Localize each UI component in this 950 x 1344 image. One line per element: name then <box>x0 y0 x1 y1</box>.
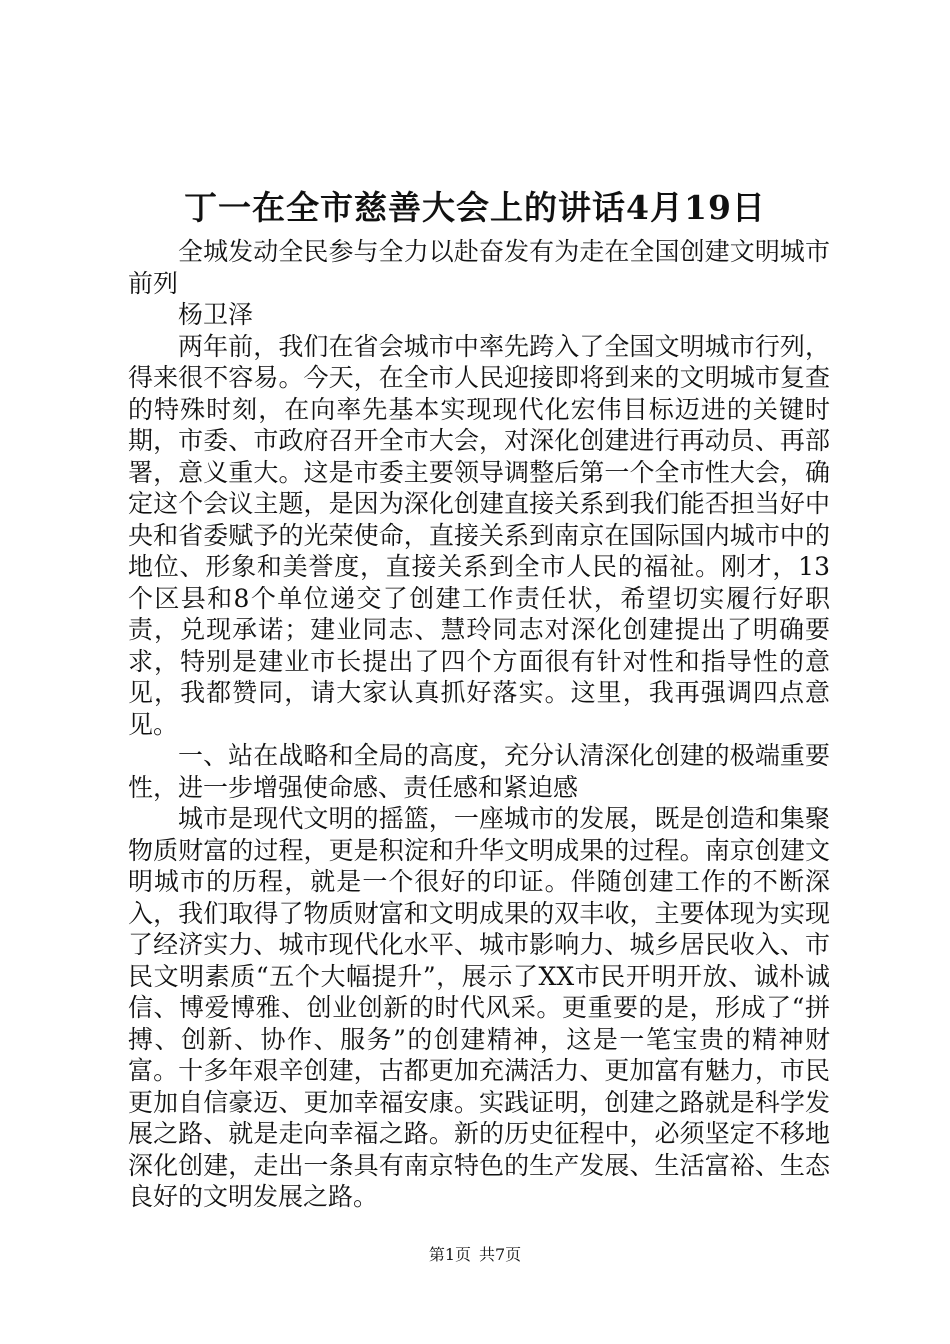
page-footer <box>0 1243 950 1267</box>
body-paragraph: 城市是现代文明的摇篮，一座城市的发展，既是创造和集聚物质财富的过程，更是积淀和升华文明成果的过程。南京创建文明城市的历程，就是一个很好的印证。伴随创建工作的不断深入，我们取得了物质财富和文明成果的双丰收，主要体现为实现了经济实力、城市现代化水平、城市影响力、城乡居民收入、市民文明素质“五个大幅提升”，展示了XX市民开明开放、诚朴诚信、博爱博雅、创业创新的时代风采。更重要的是，形成了“拼搏、创新、协作、服务”的创建精神，这是一笔宝贵的精神财富。十多年艰辛创建，古都更加充满活力、更加富有魅力，市民更加自信豪迈、更加幸福安康。实践证明，创建之路就是科学发展之路、就是走向幸福之路。新的历史征程中，必须坚定不移地深化创建，走出一条具有南京特色的生产发展、生活富裕、生态良好的文明发展之路。 <box>128 804 830 1211</box>
section-heading: 一、站在战略和全局的高度，充分认清深化创建的极端重要性，进一步增强使命感、责任感和紧迫感 <box>128 741 830 802</box>
author-paragraph: 杨卫泽 <box>178 300 254 329</box>
page-number-total: 共7页 <box>479 1245 522 1264</box>
document-body <box>128 236 830 1213</box>
body-paragraph: 两年前，我们在省会城市中率先跨入了全国文明城市行列，得来很不容易。今天，在全市人民迎接即将到来的文明城市复查的特殊时刻，在向率先基本实现现代化宏伟目标迈进的关键时期，市委、市政府召开全市大会，对深化创建进行再动员、再部署，意义重大。这是市委主要领导调整后第一个全市性大会，确定这个会议主题，是因为深化创建直接关系到我们能否担当好中央和省委赋予的光荣使命，直接关系到南京在国际国内城市中的地位、形象和美誉度，直接关系到全市人民的福祉。刚才，13个区县和8个单位递交了创建工作责任状，希望切实履行好职责，兑现承诺；建业同志、慧玲同志对深化创建提出了明确要求，特别是建业市长提出了四个方面很有针对性和指导性的意见，我都赞同，请大家认真抓好落实。这里，我再强调四点意见。 <box>128 331 830 739</box>
page-number-current: 第1页 <box>428 1245 471 1264</box>
subtitle-paragraph: 全城发动全民参与全力以赴奋发有为走在全国创建文明城市前列 <box>128 237 830 298</box>
document-title: 丁一在全市慈善大会上的讲话4月19日 <box>184 188 766 227</box>
